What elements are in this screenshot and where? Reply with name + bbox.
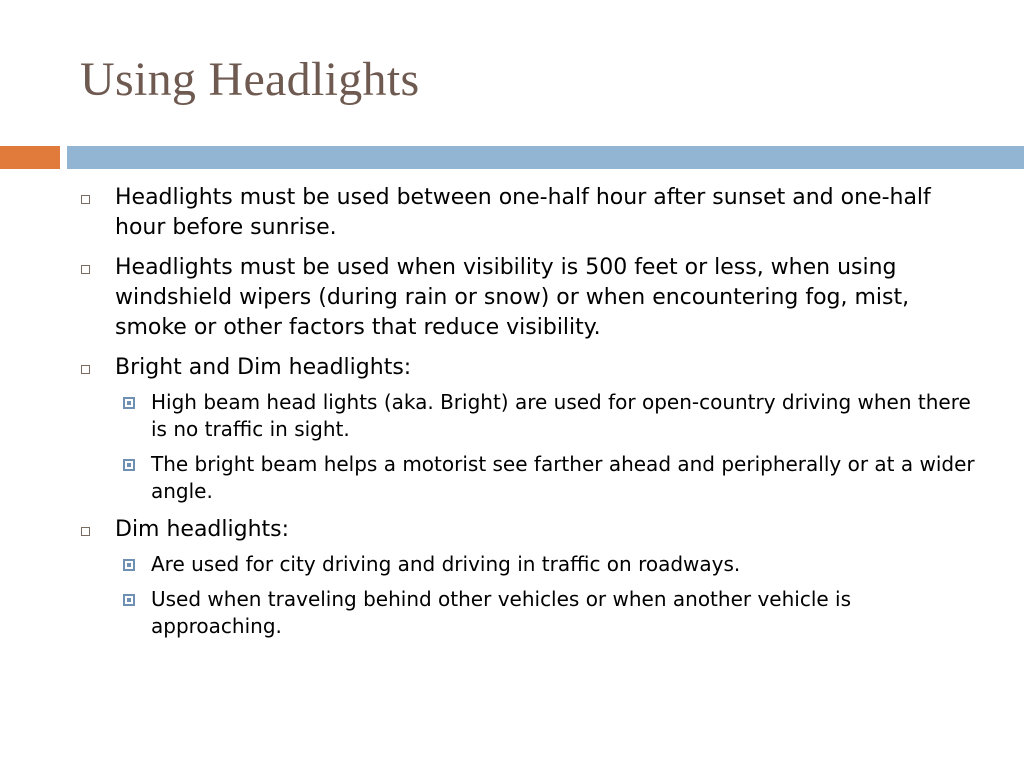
accent-bar-blue [67, 146, 1024, 169]
bullet-item [80, 515, 980, 640]
square-bullet-icon [81, 195, 90, 204]
sub-bullet-item [115, 551, 980, 578]
bullet-item [80, 353, 980, 505]
sub-bullet-text: The bright beam helps a motorist see farther ahead and peripherally or at a wider angle. [151, 452, 975, 503]
bullet-item [80, 253, 980, 343]
sub-bullet-list [115, 551, 980, 640]
sub-bullet-list [115, 389, 980, 505]
slide-body [80, 183, 980, 650]
square-bullet-icon [81, 527, 90, 536]
filled-square-bullet-icon [123, 594, 135, 606]
accent-bar-orange [0, 146, 60, 169]
filled-square-bullet-icon [123, 559, 135, 571]
square-bullet-icon [81, 265, 90, 274]
bullet-text: Bright and Dim headlights: [115, 355, 412, 380]
sub-bullet-text: High beam head lights (aka. Bright) are used for open-country driving when there is no traffic in sight. [151, 390, 971, 441]
sub-bullet-item [115, 451, 980, 505]
sub-bullet-text: Are used for city driving and driving in traffic on roadways. [151, 552, 741, 576]
filled-square-bullet-icon [123, 459, 135, 471]
square-bullet-icon [81, 365, 90, 374]
sub-bullet-item [115, 586, 980, 640]
bullet-list [80, 183, 980, 640]
slide-title: Using Headlights [80, 53, 420, 106]
bullet-item [80, 183, 980, 243]
bullet-text: Dim headlights: [115, 517, 290, 542]
filled-square-bullet-icon [123, 397, 135, 409]
sub-bullet-text: Used when traveling behind other vehicles or when another vehicle is approaching. [151, 587, 852, 638]
bullet-text: Headlights must be used when visibility is 500 feet or less, when using windshield wipers (during rain or snow) or when encountering fog, mist, smoke or other factors that reduce visibility. [115, 255, 910, 340]
bullet-text: Headlights must be used between one-half hour after sunset and one-half hour before sunrise. [115, 185, 931, 240]
sub-bullet-item [115, 389, 980, 443]
